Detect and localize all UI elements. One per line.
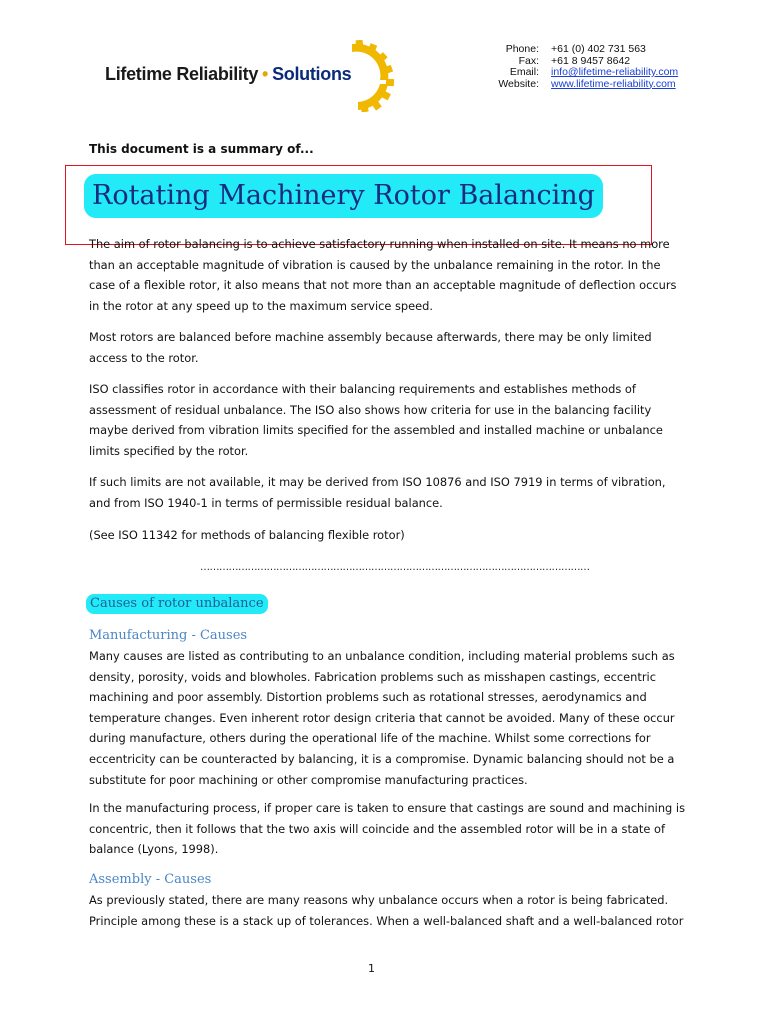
paragraph-iso-limits: If such limits are not available, it may be derived from ISO 10876 and ISO 7919 in terms of vibration, and from ISO 1940-1 in terms of permissible residual balance. xyxy=(89,475,666,510)
contact-row-website xyxy=(470,79,678,91)
website-link[interactable]: www.lifetime-reliability.com xyxy=(551,77,676,90)
contact-value: +61 8 9457 8642 xyxy=(551,54,631,67)
intro-line: This document is a summary of... xyxy=(89,142,314,156)
contact-label: Phone: xyxy=(505,43,539,55)
contact-info xyxy=(470,44,678,90)
contact-row-email xyxy=(470,67,678,79)
logo-text-accent: Solutions xyxy=(272,64,352,84)
subheading-assembly: Assembly - Causes xyxy=(89,872,212,887)
contact-label: Email: xyxy=(509,66,539,78)
email-link[interactable]: info@lifetime-reliability.com xyxy=(551,66,679,78)
section-divider: …………………………………………………………………………………………………………… xyxy=(200,562,590,573)
section-heading: Causes of rotor unbalance xyxy=(86,594,268,614)
subheading-manufacturing: Manufacturing - Causes xyxy=(89,628,248,643)
paragraph-aim: The aim of rotor balancing is to achieve satisfactory running when installed on site. It means no more than an acceptable magnitude of vibration is caused by the unbalance remaining in the rotor. In the case of a flexible rotor, it also means that not more than an acceptable magnitude of deflection occurs in the rotor at any speed up to the maximum service speed. xyxy=(89,237,677,313)
contact-label: Website: xyxy=(498,77,539,90)
logo-text-main: Lifetime Reliability xyxy=(105,64,259,84)
logo-wordmark xyxy=(105,64,351,85)
logo-dot: • xyxy=(262,64,269,84)
page-title: Rotating Machinery Rotor Balancing xyxy=(84,174,603,218)
page-number: 1 xyxy=(368,962,375,975)
contact-row-phone xyxy=(470,44,678,56)
paragraph-manufacturing-process: In the manufacturing process, if proper care is taken to ensure that castings are sound and machining is concentric, then it follows that the two axis will coincide and the assembled rotor will be in a state of balance (Lyons, 1998). xyxy=(89,801,685,857)
paragraph-iso-classification: ISO classifies rotor in accordance with their balancing requirements and establishes methods of assessment of residual unbalance. The ISO also shows how criteria for use in the balancing facility maybe derived from vibration limits specified for the assembled and installed machine or unbalance limits specified by the rotor. xyxy=(89,382,663,458)
paragraph-iso-flexible: (See ISO 11342 for methods of balancing flexible rotor) xyxy=(89,528,405,542)
gear-icon xyxy=(322,40,396,112)
contact-value: +61 (0) 402 731 563 xyxy=(551,43,646,55)
paragraph-assembly-access: Most rotors are balanced before machine assembly because afterwards, there may be only limited access to the rotor. xyxy=(89,330,652,365)
paragraph-assembly-causes: As previously stated, there are many reasons why unbalance occurs when a rotor is being fabricated. Principle among these is a stack up of tolerances. When a well-balanced shaft and a well-balanced rotor xyxy=(89,893,684,928)
paragraph-manufacturing-causes: Many causes are listed as contributing to an unbalance condition, including material problems such as density, porosity, voids and blowholes. Fabrication problems such as misshapen castings, eccentric machining and poor assembly. Distortion problems such as rotational stresses, aerodynamics and temperature changes. Even inherent rotor design criteria that cannot be avoided. Many of these occur during manufacture, others during the operational life of the machine. Whilst some corrections for eccentricity can be counteracted by balancing, it is a compromise. Dynamic balancing should not be a substitute for poor machining or other compromise manufacturing practices. xyxy=(89,649,675,787)
company-logo xyxy=(100,40,400,112)
contact-label: Fax: xyxy=(518,54,539,67)
